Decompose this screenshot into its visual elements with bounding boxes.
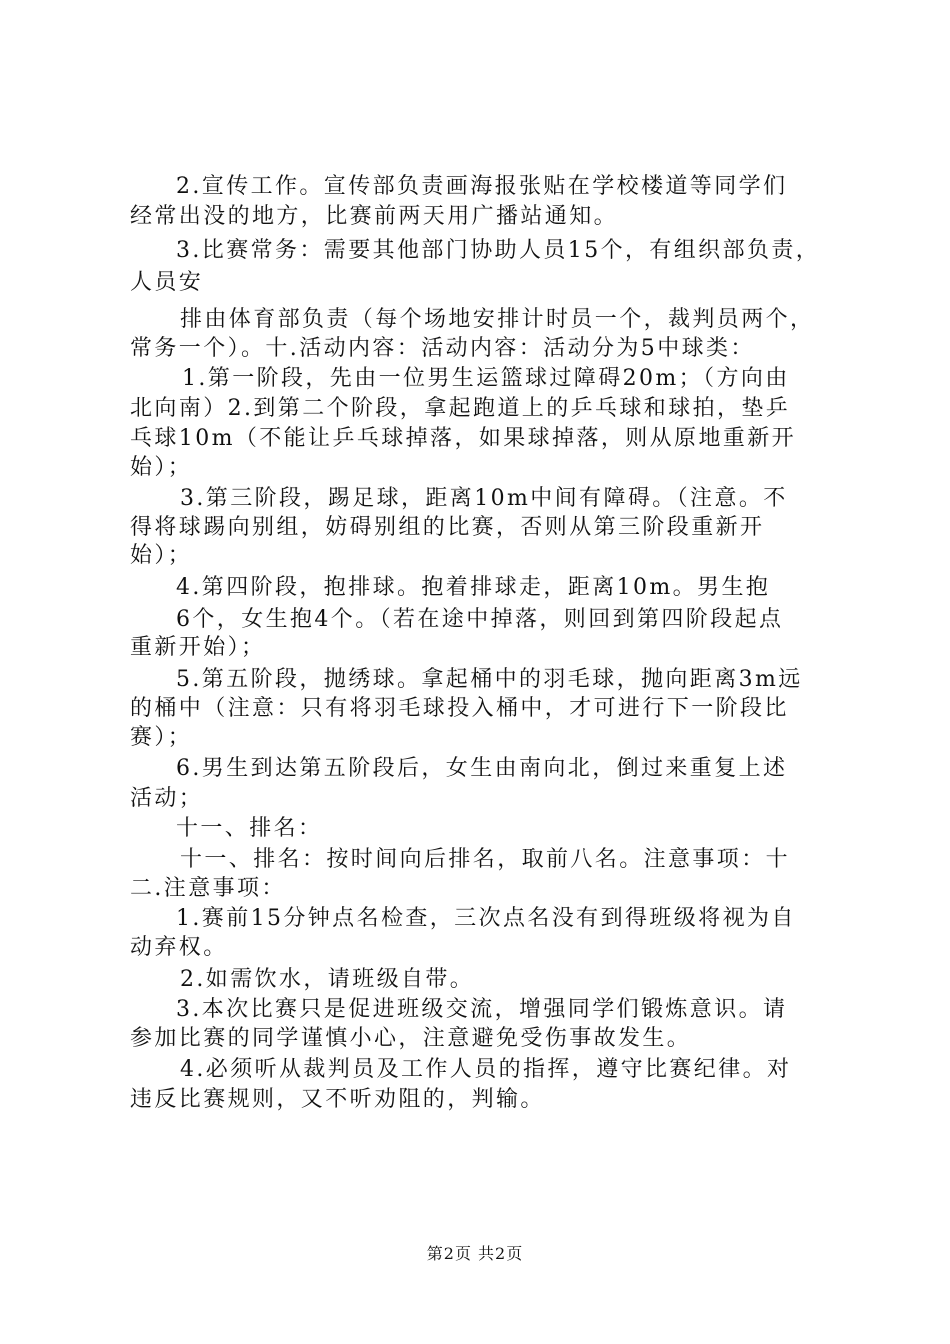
text-line: 6.男生到达第五阶段后，女生由南向北，倒过来重复上述 (176, 756, 788, 781)
text-line: 常务一个）。十.活动内容：活动内容：活动分为5中球类： (130, 336, 755, 361)
text-line: 乓球10m（不能让乒乓球掉落，如果球掉落，则从原地重新开 (130, 426, 797, 451)
text-line: 6个，女生抱4个。（若在途中掉落，则回到第四阶段起点 (176, 607, 784, 632)
text-line: 2.宣传工作。宣传部负责画海报张贴在学校楼道等同学们 (176, 174, 788, 199)
text-line: 二.注意事项： (130, 876, 286, 901)
text-line: 始）； (130, 543, 193, 568)
text-line: 2.如需饮水，请班级自带。 (180, 967, 475, 992)
text-line: 5.第五阶段，抛绣球。拿起桶中的羽毛球，抛向距离3m远 (176, 667, 803, 692)
text-line: 活动； (130, 786, 204, 811)
text-line: 1.第一阶段，先由一位男生运篮球过障碍20m；（方向由 (182, 366, 790, 391)
text-line: 4.第四阶段，抱排球。抱着排球走，距离10m。男生抱 (176, 575, 771, 600)
text-line: 4.必须听从裁判员及工作人员的指挥，遵守比赛纪律。对 (180, 1057, 792, 1082)
text-line: 得将球踢向别组，妨碍别组的比赛，否则从第三阶段重新开 (130, 515, 765, 540)
text-line: 动弃权。 (130, 935, 228, 960)
text-line: 的桶中（注意：只有将羽毛球投入桶中，才可进行下一阶段比 (130, 696, 789, 721)
text-line: 十一、排名：按时间向后排名，取前八名。注意事项：十 (180, 847, 791, 872)
text-line: 重新开始）； (130, 635, 266, 660)
text-line: 3.第三阶段，踢足球，距离10m中间有障碍。（注意。不 (180, 486, 788, 511)
text-line: 参加比赛的同学谨慎小心，注意避免受伤事故发生。 (130, 1026, 692, 1051)
text-line: 始）； (130, 455, 193, 480)
text-line: 3.本次比赛只是促进班级交流，增强同学们锻炼意识。请 (176, 997, 788, 1022)
text-line: 人员安 (130, 270, 204, 295)
page-number: 第2页 共2页 (426, 1244, 524, 1263)
text-line: 赛）； (130, 725, 193, 750)
text-line: 北向南）2.到第二个阶段，拿起跑道上的乒乓球和球拍，垫乒 (130, 396, 791, 421)
text-line: 1.赛前15分钟点名检查，三次点名没有到得班级将视为自 (176, 906, 796, 931)
text-line: 十一、排名： (176, 816, 323, 841)
text-line: 3.比赛常务：需要其他部门协助人员15个，有组织部负责， (176, 238, 821, 263)
text-line: 经常出没的地方，比赛前两天用广播站通知。 (130, 204, 619, 229)
text-line: 排由体育部负责（每个场地安排计时员一个，裁判员两个， (180, 307, 815, 332)
text-line: 违反比赛规则，又不听劝阻的，判输。 (130, 1087, 545, 1112)
